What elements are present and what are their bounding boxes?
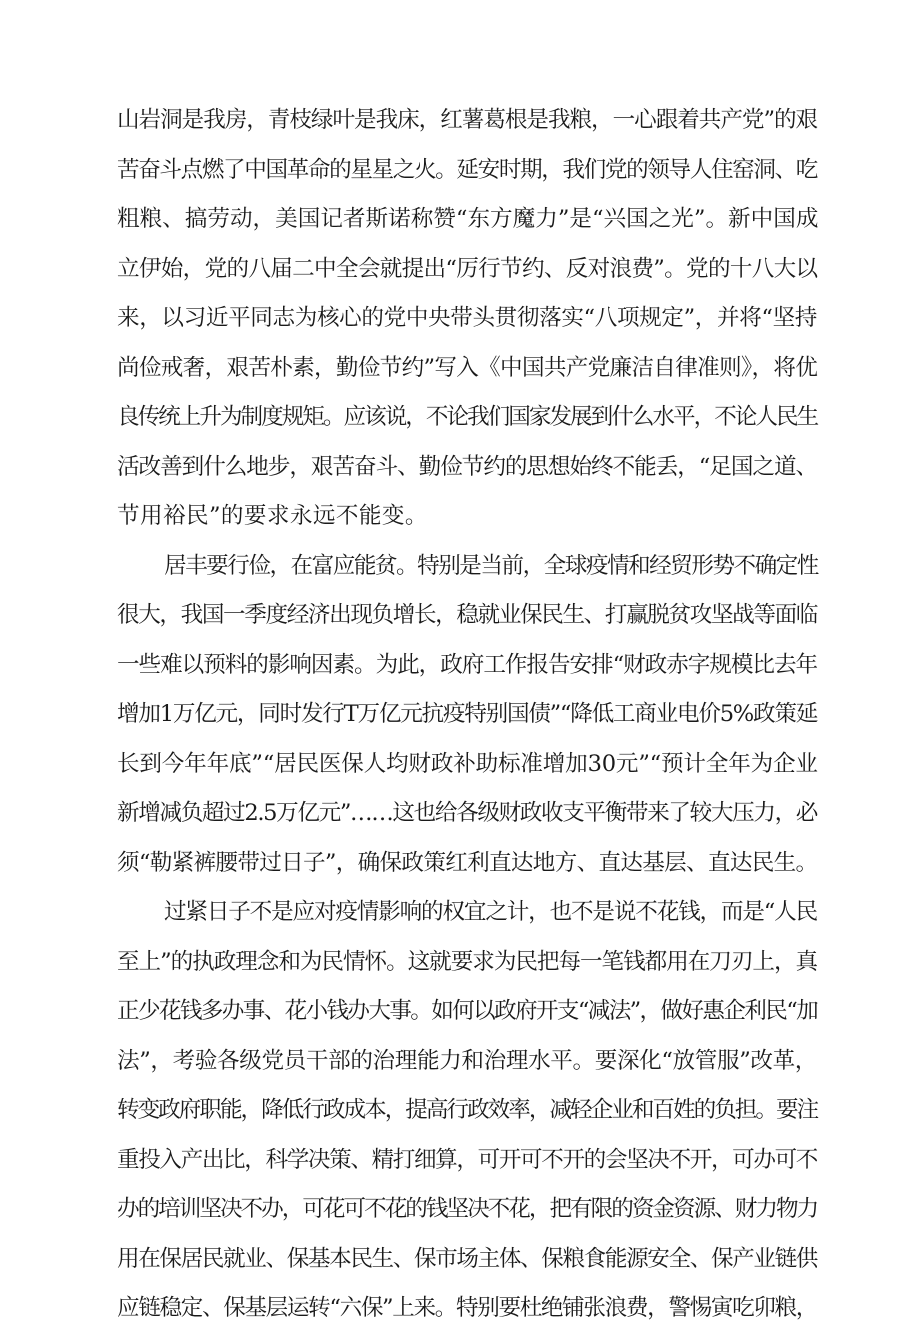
text-line: 良传统上升为制度规矩。应该说，不论我们国家发展到什么水平，不论人民生 xyxy=(117,404,818,430)
paragraph-3 xyxy=(117,888,817,1334)
text-line: 办的培训坚决不办，可花可不花的钱坚决不花，把有限的资金资源、财力物力 xyxy=(117,1196,818,1222)
text-line: 粗粮、搞劳动，美国记者斯诺称赞“东方魔力”是“兴国之光”。新中国成 xyxy=(117,206,819,232)
text-line: 尚俭戒奢，艰苦朴素，勤俭节约”写入《中国共产党廉洁自律准则》，将优 xyxy=(117,354,818,381)
text-line: 用在保居民就业、保基本民生、保市场主体、保粮食能源安全、保产业链供 xyxy=(117,1245,817,1272)
text-line: 节用裕民”的要求永远不能变。 xyxy=(117,503,428,529)
text-line: 很大，我国一季度经济出现负增长，稳就业保民生、打赢脱贫攻坚战等面临 xyxy=(117,602,817,628)
paragraph-1 xyxy=(117,96,817,542)
text-line: 一些难以预料的影响因素。为此，政府工作报告安排“财政赤字规模比去年 xyxy=(117,651,817,678)
text-line: 过紧日子不是应对疫情影响的权宜之计，也不是说不花钱，而是“人民 xyxy=(164,899,817,925)
text-line: 正少花钱多办事、花小钱办大事。如何以政府开支“减法”，做好惠企利民“加 xyxy=(117,998,817,1024)
text-line: 重投入产出比，科学决策、精打细算，可开可不开的会坚决不开，可办可不 xyxy=(117,1146,817,1173)
text-line: 至上”的执政理念和为民情怀。这就要求为民把每一笔钱都用在刀刃上，真 xyxy=(117,948,817,975)
text-line: 转变政府职能，降低行政成本，提高行政效率，减轻企业和百姓的负担。要注 xyxy=(117,1097,818,1123)
text-line: 增加1万亿元，同时发行T万亿元抗疫特别国债”“降低工商业电价5%政策延 xyxy=(117,701,817,727)
text-line: 居丰要行俭，在富应能贫。特别是当前，全球疫情和经贸形势不确定性 xyxy=(164,552,818,579)
text-line: 来，以习近平同志为核心的党中央带头贯彻落实“八项规定”，并将“坚持 xyxy=(117,305,817,331)
text-line: 山岩洞是我房，青枝绿叶是我床，红薯葛根是我粮，一心跟着共产党”的艰 xyxy=(117,107,817,133)
text-line: 新增减负超过2.5万亿元”……这也给各级财政收支平衡带来了较大压力，必 xyxy=(117,800,817,826)
text-line: 须“勒紧裤腰带过日子”，确保政策红利直达地方、直达基层、直达民生。 xyxy=(117,849,818,876)
text-line: 立伊始，党的八届二中全会就提出“厉行节约、反对浪费”。党的十八大以 xyxy=(117,255,818,282)
document-body xyxy=(117,96,817,1334)
text-line: 活改善到什么地步，艰苦奋斗、勤俭节约的思想始终不能丢，“足国之道、 xyxy=(117,453,817,480)
text-line: 苦奋斗点燃了中国革命的星星之火。延安时期，我们党的领导人住窑洞、吃 xyxy=(117,156,817,183)
text-line: 长到今年年底”“居民医保人均财政补助标准增加30元”“预计全年为企业 xyxy=(117,750,818,777)
text-line: 法”，考验各级党员干部的治理能力和治理水平。要深化“放管服”改革， xyxy=(117,1047,817,1074)
paragraph-2 xyxy=(117,542,817,889)
text-line: 应链稳定、保基层运转“六保”上来。特别要杜绝铺张浪费，警惕寅吃卯粮， xyxy=(117,1295,817,1321)
